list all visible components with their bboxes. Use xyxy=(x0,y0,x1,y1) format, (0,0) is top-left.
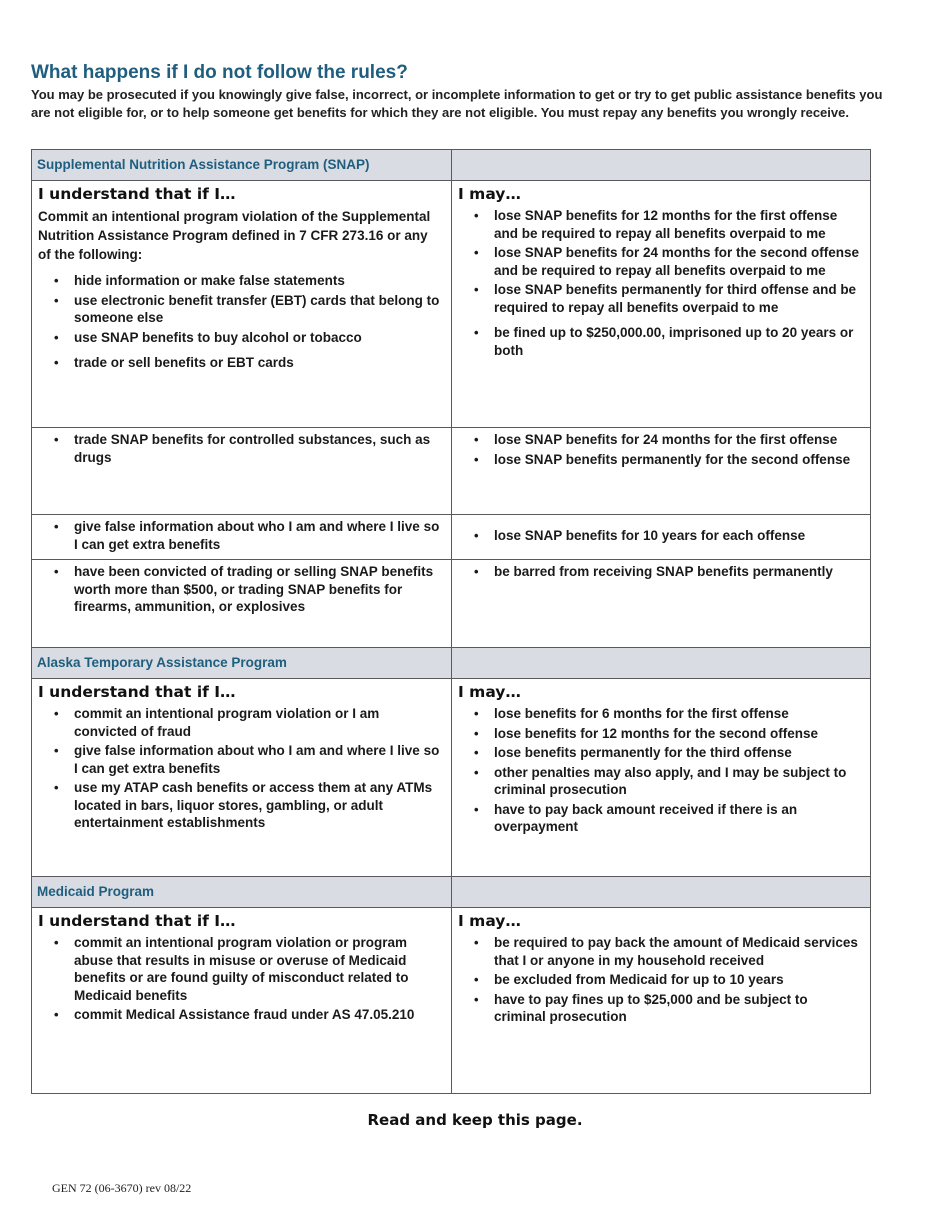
list-item: • be fined up to $250,000.00, imprisoned up to 20 years or both xyxy=(494,324,862,359)
list-item: • lose SNAP benefits for 24 months for the first offense xyxy=(494,431,862,449)
atap-row xyxy=(32,679,871,877)
snap-section-header xyxy=(32,150,871,181)
list-item: • have to pay fines up to $25,000 and be subject to criminal prosecution xyxy=(494,991,862,1026)
rules-table xyxy=(31,149,871,1094)
atap-right-heading: I may… xyxy=(458,683,521,701)
read-and-keep-note: Read and keep this page. xyxy=(367,1111,583,1129)
snap-right-heading: I may… xyxy=(458,185,521,203)
snap-violation-text: Commit an intentional program violation of the Supplemental Nutrition Assistance Program defined in 7 CFR 273.16 or any of the following: xyxy=(38,209,431,262)
list-item: • commit an intentional program violation or program abuse that results in misuse or overuse of Medicaid benefits or are found guilty of misconduct related to Medicaid benefits xyxy=(74,934,443,1004)
medicaid-section-header xyxy=(32,877,871,908)
list-item: • lose benefits for 6 months for the first offense xyxy=(494,705,862,723)
list-item: • have been convicted of trading or selling SNAP benefits worth more than $500, or trading SNAP benefits for firearms, ammunition, or explosives xyxy=(74,563,443,616)
list-item: • be excluded from Medicaid for up to 10 years xyxy=(494,971,862,989)
list-item: • lose SNAP benefits permanently for third offense and be required to repay all benefits overpaid to me xyxy=(494,281,862,316)
snap-row-4 xyxy=(32,560,871,648)
list-item: • trade or sell benefits or EBT cards xyxy=(74,354,443,372)
snap-row-2 xyxy=(32,428,871,515)
list-item: • be required to pay back the amount of Medicaid services that I or anyone in my household received xyxy=(494,934,862,969)
list-item: • trade SNAP benefits for controlled substances, such as drugs xyxy=(74,431,443,466)
list-item: • give false information about who I am and where I live so I can get extra benefits xyxy=(74,742,443,777)
snap-row-1 xyxy=(32,181,871,428)
list-item: • hide information or make false statements xyxy=(74,272,443,290)
list-item: • use SNAP benefits to buy alcohol or tobacco xyxy=(74,329,443,347)
atap-left-heading: I understand that if I… xyxy=(38,683,236,701)
list-item: • lose benefits permanently for the third offense xyxy=(494,744,862,762)
list-item: • use my ATAP cash benefits or access them at any ATMs located in bars, liquor stores, gambling, or adult entertainment establishments xyxy=(74,779,443,832)
snap-section-title: Supplemental Nutrition Assistance Program (SNAP) xyxy=(37,157,370,173)
medicaid-right-heading: I may… xyxy=(458,912,521,930)
snap-left-heading: I understand that if I… xyxy=(38,185,236,203)
snap-row-3 xyxy=(32,515,871,560)
list-item: • commit an intentional program violation or I am convicted of fraud xyxy=(74,705,443,740)
list-item: • give false information about who I am and where I live so I can get extra benefits xyxy=(74,518,443,553)
list-item: • have to pay back amount received if there is an overpayment xyxy=(494,801,862,836)
list-item: • commit Medical Assistance fraud under AS 47.05.210 xyxy=(74,1006,443,1024)
list-item: • use electronic benefit transfer (EBT) cards that belong to someone else xyxy=(74,292,443,327)
medicaid-section-title: Medicaid Program xyxy=(37,884,155,900)
list-item: • other penalties may also apply, and I may be subject to criminal prosecution xyxy=(494,764,862,799)
atap-section-title: Alaska Temporary Assistance Program xyxy=(37,655,287,671)
form-id: GEN 72 (06-3670) rev 08/22 xyxy=(52,1181,192,1195)
intro-paragraph: You may be prosecuted if you knowingly give false, incorrect, or incomplete information to get or try to get public assistance benefits you are not eligible for, or to help someone get benefits for which they are not eligible. You must repay any benefits you wrongly receive. xyxy=(31,87,883,120)
list-item: • lose SNAP benefits for 10 years for each offense xyxy=(494,527,862,545)
medicaid-row xyxy=(32,908,871,1094)
list-item: • be barred from receiving SNAP benefits permanently xyxy=(494,563,862,581)
list-item: • lose SNAP benefits for 24 months for the second offense and be required to repay all benefits overpaid to me xyxy=(494,244,862,279)
medicaid-left-heading: I understand that if I… xyxy=(38,912,236,930)
list-item: • lose benefits for 12 months for the second offense xyxy=(494,725,862,743)
list-item: • lose SNAP benefits permanently for the second offense xyxy=(494,451,862,469)
list-item: • lose SNAP benefits for 12 months for the first offense and be required to repay all benefits overpaid to me xyxy=(494,207,862,242)
atap-section-header xyxy=(32,648,871,679)
page-title: What happens if I do not follow the rules? xyxy=(31,62,408,83)
